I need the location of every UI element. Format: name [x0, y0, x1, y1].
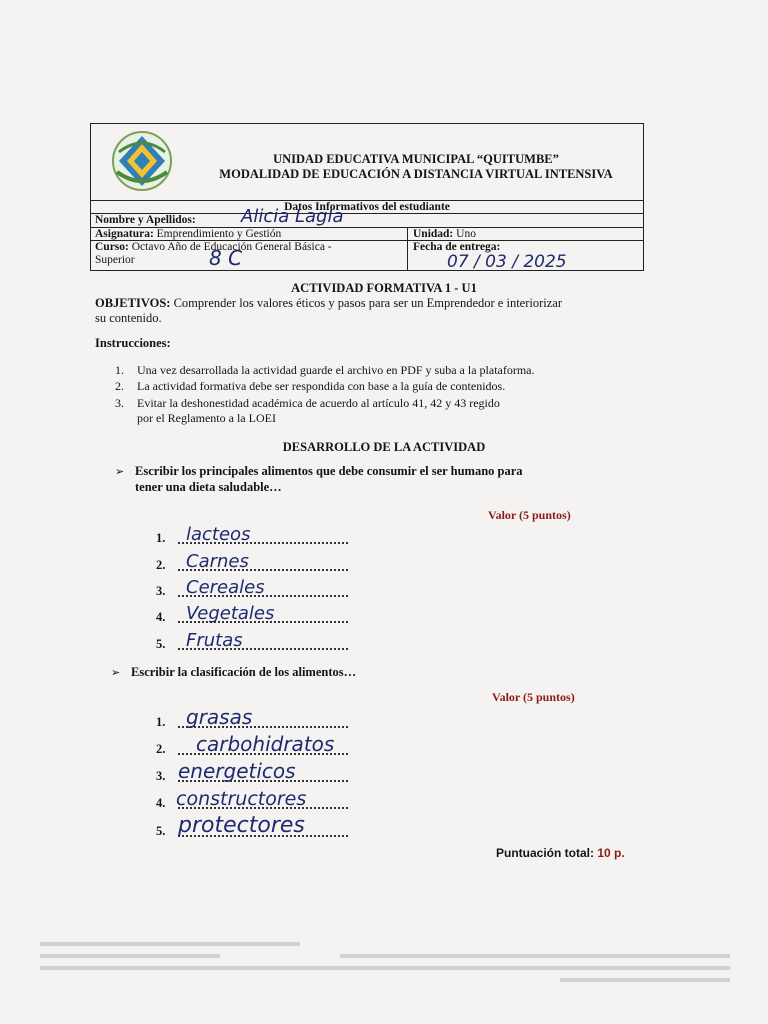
answer-text: energeticos — [178, 759, 296, 783]
objectives-line-2: su contenido. — [95, 311, 162, 325]
objectives-label: OBJETIVOS: — [95, 296, 171, 310]
arrow-bullet-icon: ➢ — [111, 666, 121, 679]
question-1-text: Escribir los principales alimentos que debe consumir el ser humano para — [135, 464, 523, 478]
instruction-item — [115, 363, 535, 377]
valor-1: Valor (5 puntos) — [488, 508, 571, 522]
answer-text: carbohidratos — [196, 732, 335, 756]
answer-text: protectores — [178, 813, 305, 838]
answer-number: 5. — [156, 824, 166, 838]
school-name: UNIDAD EDUCATIVA MUNICIPAL “QUITUMBE” — [273, 152, 559, 166]
arrow-bullet-icon: ➢ — [115, 465, 125, 478]
question-2-text: Escribir la clasificación de los alimentos… — [131, 665, 357, 679]
question-1 — [115, 464, 523, 479]
answer-number: 3. — [156, 769, 166, 783]
activity-title: ACTIVIDAD FORMATIVA 1 - U1 — [291, 281, 477, 295]
unit-row — [413, 228, 476, 240]
objectives — [95, 296, 655, 310]
datos-title: Datos Informativos del estudiante — [284, 201, 450, 213]
subject-value: Emprendimiento y Gestión — [156, 228, 282, 240]
course-value: Octavo Año de Educación General Básica - — [131, 241, 332, 253]
answer-text: Frutas — [186, 630, 243, 651]
instruction-text: por el Reglamento a la LOEI — [137, 411, 276, 425]
modality: MODALIDAD DE EDUCACIÓN A DISTANCIA VIRTUAL INTENSIVA — [219, 167, 613, 181]
course-handwritten: 8 C — [209, 246, 243, 270]
instruction-text: Evitar la deshonestidad académica de acuerdo al artículo 41, 42 y 43 regido — [137, 396, 500, 410]
unit-label: Unidad: — [413, 228, 454, 240]
answer-number: 1. — [156, 715, 166, 729]
answer-number: 1. — [156, 531, 166, 545]
answer-text: grasas — [186, 705, 253, 729]
answer-number: 2. — [156, 742, 166, 756]
instruction-item — [115, 379, 505, 393]
column-line — [407, 227, 408, 270]
course-row-2 — [95, 254, 135, 266]
answer-text: constructores — [176, 788, 307, 810]
question-2 — [111, 665, 356, 680]
answer-text: Vegetales — [186, 603, 275, 624]
question-1-line-2: tener una dieta saludable… — [135, 480, 282, 494]
course-label: Curso: — [95, 241, 129, 253]
answer-text: lacteos — [186, 524, 251, 545]
instructions-label-text: Instrucciones: — [95, 336, 171, 350]
header-box — [90, 123, 644, 271]
development-title: DESARROLLO DE LA ACTIVIDAD — [282, 440, 486, 454]
total-label: Puntuación total: — [496, 846, 594, 860]
subject-row — [95, 228, 281, 240]
school-title — [191, 152, 641, 182]
date-label: Fecha de entrega: — [413, 241, 501, 253]
answer-text: Carnes — [186, 551, 249, 572]
school-logo-icon — [109, 130, 175, 192]
total-score — [496, 846, 625, 860]
answer-number: 5. — [156, 637, 166, 651]
answer-number: 2. — [156, 558, 166, 572]
answer-number: 4. — [156, 796, 166, 810]
instruction-number: 2. — [115, 379, 124, 393]
instruction-item — [115, 396, 500, 410]
instruction-number: 3. — [115, 396, 124, 410]
answer-text: Cereales — [186, 577, 265, 598]
instruction-number: 1. — [115, 363, 124, 377]
name-row — [95, 214, 196, 226]
date-value: 07 / 03 / 2025 — [447, 252, 567, 272]
instruction-item — [115, 411, 276, 425]
instructions-label — [95, 336, 171, 350]
unit-value: Uno — [456, 228, 476, 240]
course-value-2: Superior — [95, 254, 135, 266]
total-value: 10 p. — [597, 846, 625, 860]
name-label: Nombre y Apellidos: — [95, 214, 196, 226]
instruction-text: La actividad formativa debe ser respondida con base a la guía de contenidos. — [137, 379, 506, 393]
answer-number: 3. — [156, 584, 166, 598]
name-value: Alicia Lagla — [241, 206, 344, 227]
answer-number: 4. — [156, 610, 166, 624]
valor-2: Valor (5 puntos) — [492, 690, 575, 704]
subject-label: Asignatura: — [95, 228, 154, 240]
objectives-text: Comprender los valores éticos y pasos para ser un Emprendedor e interiorizar — [173, 296, 563, 310]
instruction-text: Una vez desarrollada la actividad guarde el archivo en PDF y suba a la plataforma. — [137, 363, 535, 377]
bleed-through-texture — [40, 940, 730, 1000]
